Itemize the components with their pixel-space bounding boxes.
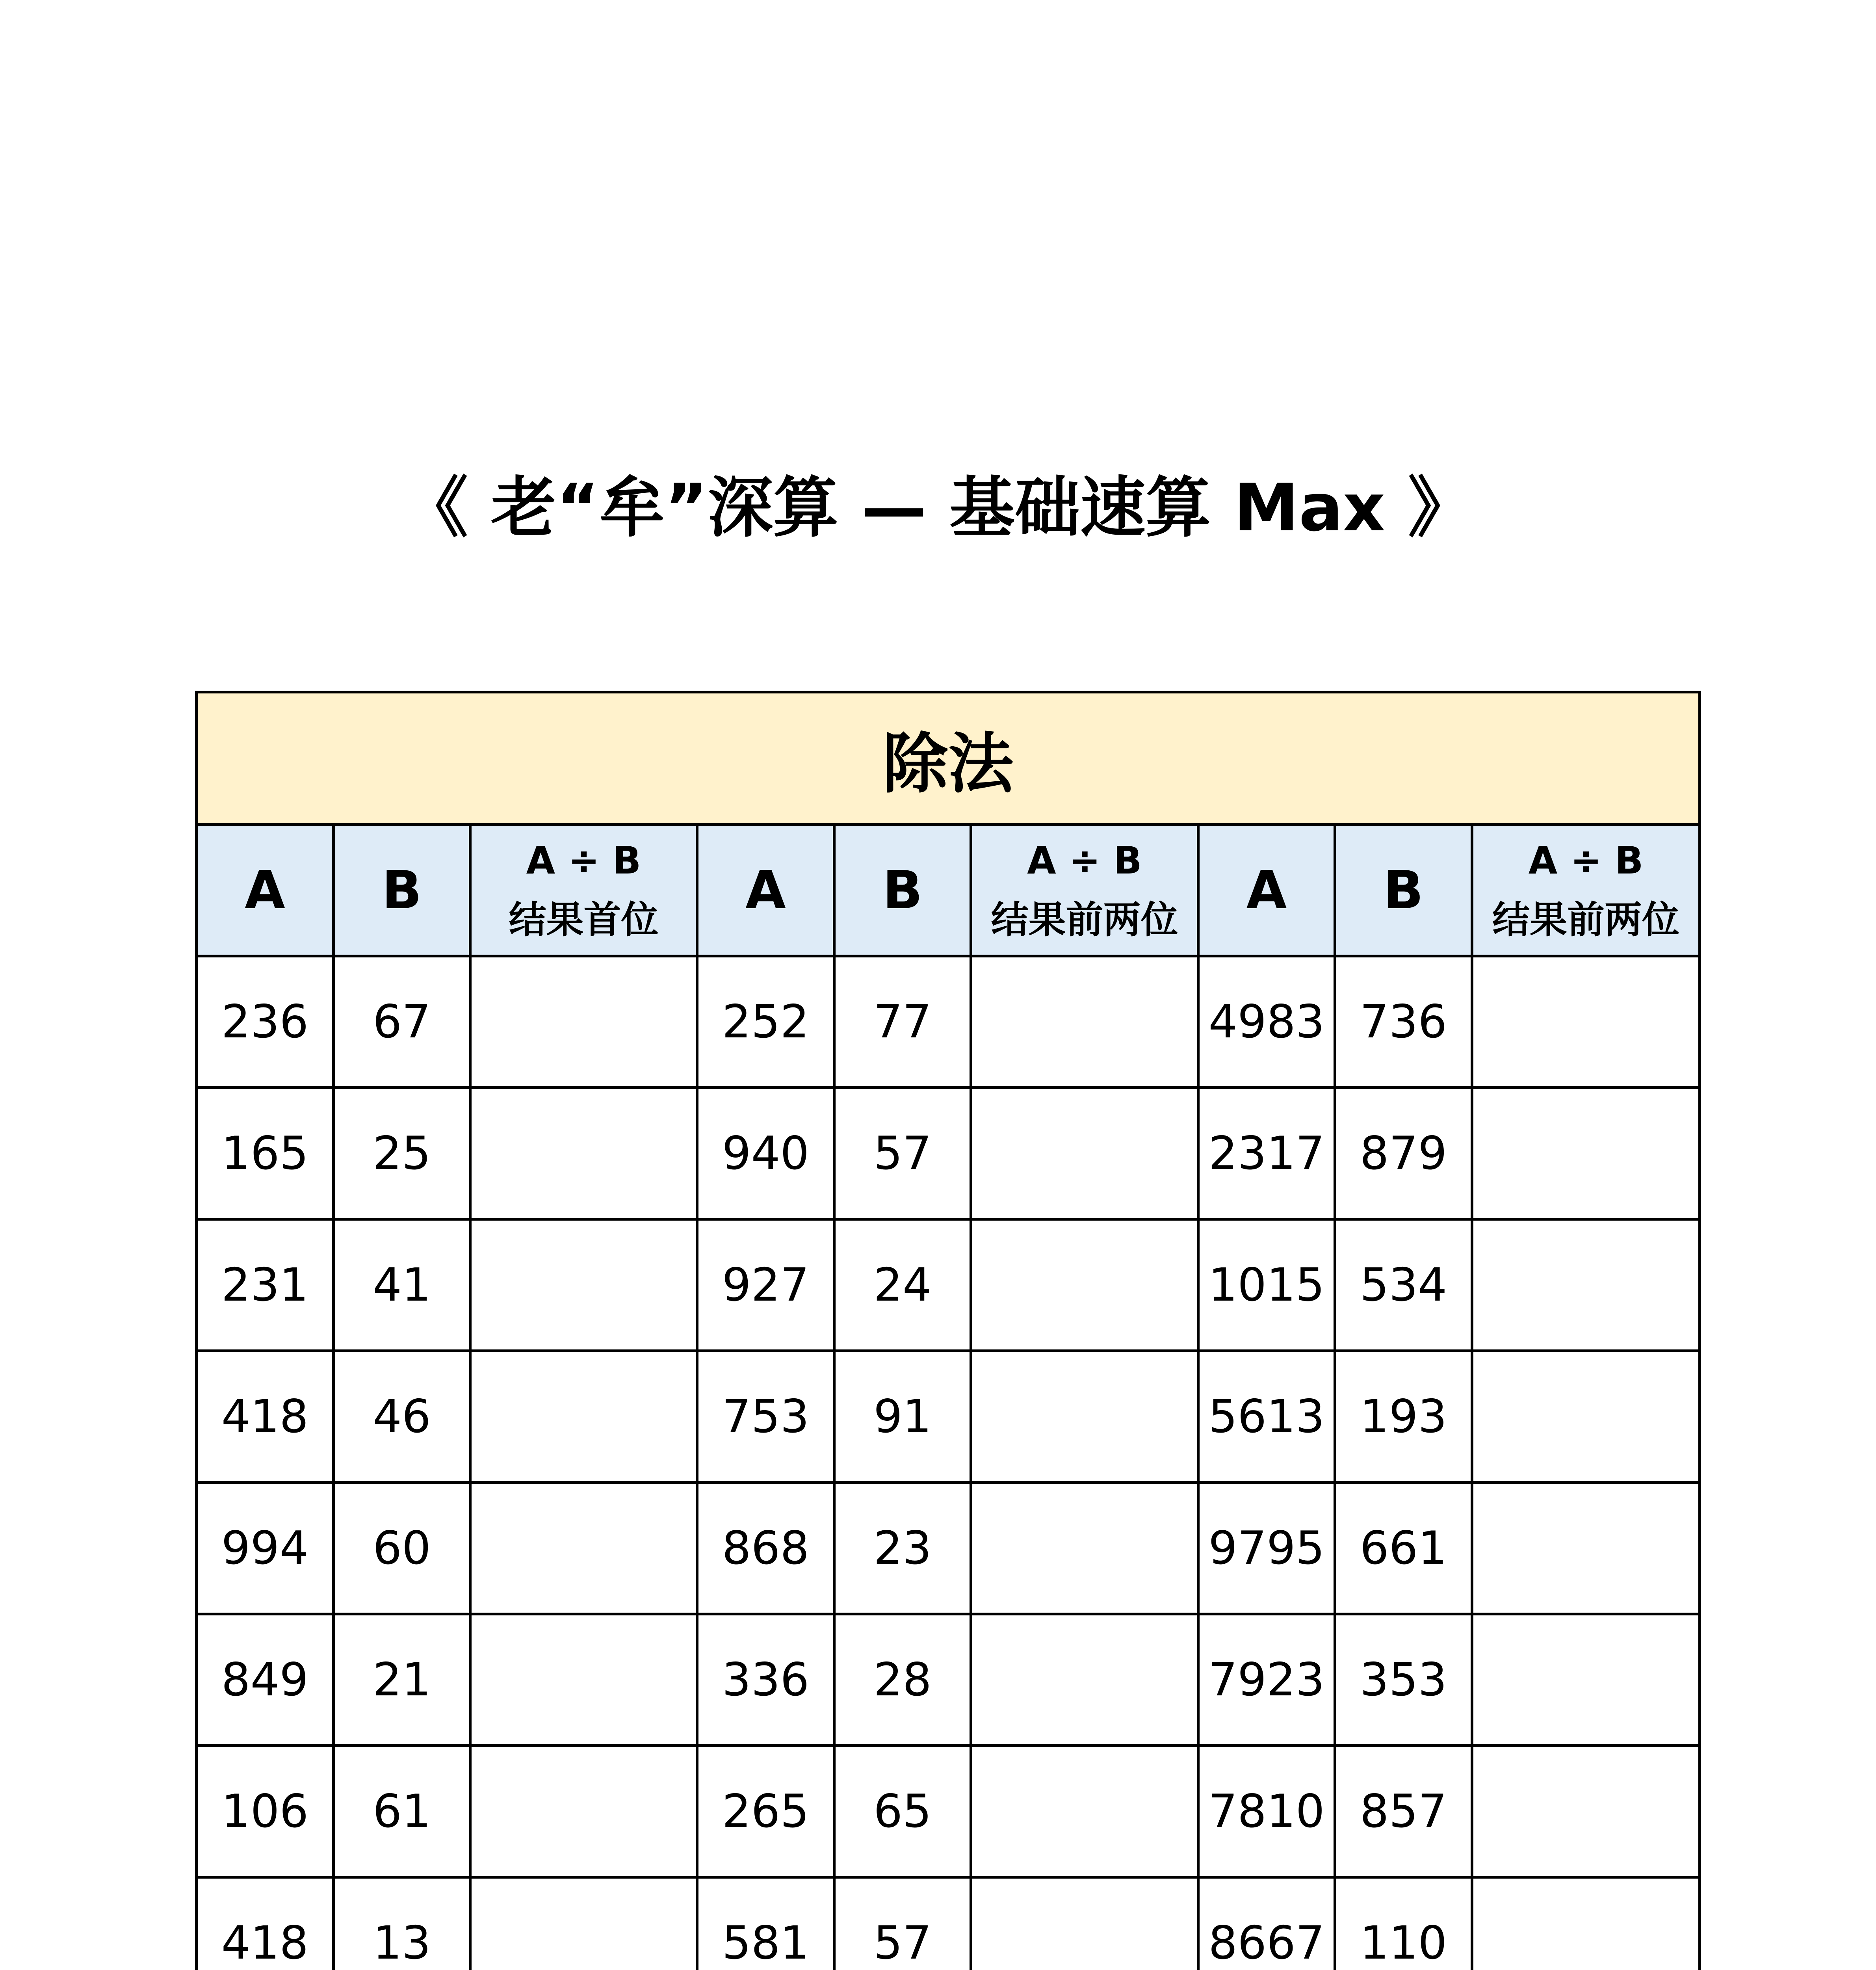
column-header-result [470, 825, 697, 956]
operand-b-cell: 879 [1335, 1088, 1472, 1219]
operand-b-cell: 41 [334, 1219, 470, 1351]
answer-cell[interactable] [971, 1351, 1198, 1483]
operand-a-cell: 165 [197, 1088, 334, 1219]
operand-a-cell: 418 [197, 1351, 334, 1483]
answer-cell[interactable] [470, 1351, 697, 1483]
answer-cell[interactable] [971, 1219, 1198, 1351]
answer-cell[interactable] [470, 1483, 697, 1614]
operand-b-cell: 65 [834, 1746, 971, 1877]
operand-a-cell: 7810 [1198, 1746, 1335, 1877]
operand-b-cell: 534 [1335, 1219, 1472, 1351]
answer-cell[interactable] [1472, 956, 1700, 1088]
operand-b-cell: 21 [334, 1614, 470, 1746]
answer-cell[interactable] [470, 1877, 697, 1970]
table-row [197, 1483, 1700, 1614]
operand-a-cell: 106 [197, 1746, 334, 1877]
operand-b-cell: 46 [334, 1351, 470, 1483]
operand-b-cell: 60 [334, 1483, 470, 1614]
operand-a-cell: 940 [697, 1088, 834, 1219]
operand-a-cell: 231 [197, 1219, 334, 1351]
column-header-a: A [697, 825, 834, 956]
operand-b-cell: 61 [334, 1746, 470, 1877]
operand-b-cell: 110 [1335, 1877, 1472, 1970]
answer-cell[interactable] [1472, 1088, 1700, 1219]
operand-a-cell: 581 [697, 1877, 834, 1970]
operand-b-cell: 353 [1335, 1614, 1472, 1746]
operand-a-cell: 9795 [1198, 1483, 1335, 1614]
operand-a-cell: 418 [197, 1877, 334, 1970]
answer-cell[interactable] [1472, 1877, 1700, 1970]
division-worksheet-table [195, 691, 1701, 1970]
section-title: 除法 [197, 692, 1700, 825]
column-header-b: B [834, 825, 971, 956]
answer-cell[interactable] [470, 1219, 697, 1351]
answer-cell[interactable] [470, 1746, 697, 1877]
column-header-result-formula: A ÷ B [1528, 839, 1644, 883]
answer-cell[interactable] [1472, 1483, 1700, 1614]
operand-a-cell: 252 [697, 956, 834, 1088]
answer-cell[interactable] [971, 1614, 1198, 1746]
operand-a-cell: 236 [197, 956, 334, 1088]
operand-a-cell: 2317 [1198, 1088, 1335, 1219]
answer-cell[interactable] [1472, 1746, 1700, 1877]
table-row [197, 1746, 1700, 1877]
column-header-b: B [334, 825, 470, 956]
operand-b-cell: 857 [1335, 1746, 1472, 1877]
operand-b-cell: 736 [1335, 956, 1472, 1088]
operand-a-cell: 336 [697, 1614, 834, 1746]
operand-a-cell: 994 [197, 1483, 334, 1614]
operand-b-cell: 67 [334, 956, 470, 1088]
answer-cell[interactable] [1472, 1351, 1700, 1483]
answer-cell[interactable] [1472, 1614, 1700, 1746]
answer-cell[interactable] [971, 1088, 1198, 1219]
operand-b-cell: 193 [1335, 1351, 1472, 1483]
operand-a-cell: 849 [197, 1614, 334, 1746]
operand-a-cell: 927 [697, 1219, 834, 1351]
answer-cell[interactable] [971, 1483, 1198, 1614]
operand-a-cell: 265 [697, 1746, 834, 1877]
column-header-result-caption: 结果前两位 [991, 898, 1178, 942]
operand-b-cell: 57 [834, 1877, 971, 1970]
column-header-result [1472, 825, 1700, 956]
operand-b-cell: 77 [834, 956, 971, 1088]
operand-b-cell: 91 [834, 1351, 971, 1483]
column-header-result-caption: 结果首位 [509, 898, 659, 942]
operand-b-cell: 57 [834, 1088, 971, 1219]
section-header-row [197, 692, 1700, 825]
table-row [197, 1351, 1700, 1483]
column-header-b: B [1335, 825, 1472, 956]
operand-a-cell: 4983 [1198, 956, 1335, 1088]
table-row [197, 956, 1700, 1088]
column-header-result-formula: A ÷ B [526, 839, 641, 883]
column-header-result [971, 825, 1198, 956]
operand-a-cell: 5613 [1198, 1351, 1335, 1483]
operand-a-cell: 1015 [1198, 1219, 1335, 1351]
answer-cell[interactable] [1472, 1219, 1700, 1351]
operand-a-cell: 7923 [1198, 1614, 1335, 1746]
answer-cell[interactable] [470, 1088, 697, 1219]
answer-cell[interactable] [971, 1877, 1198, 1970]
column-header-a: A [1198, 825, 1335, 956]
column-header-result-caption: 结果前两位 [1492, 898, 1680, 942]
answer-cell[interactable] [971, 1746, 1198, 1877]
operand-a-cell: 8667 [1198, 1877, 1335, 1970]
column-header-row [197, 825, 1700, 956]
table-row [197, 1614, 1700, 1746]
answer-cell[interactable] [470, 1614, 697, 1746]
table-row [197, 1219, 1700, 1351]
operand-b-cell: 661 [1335, 1483, 1472, 1614]
operand-b-cell: 28 [834, 1614, 971, 1746]
answer-cell[interactable] [470, 956, 697, 1088]
table-row [197, 1088, 1700, 1219]
column-header-result-formula: A ÷ B [1027, 839, 1142, 883]
answer-cell[interactable] [971, 956, 1198, 1088]
operand-a-cell: 868 [697, 1483, 834, 1614]
page-title: 《 老“牟”深算 — 基础速算 Max 》 [403, 470, 1473, 546]
operand-b-cell: 13 [334, 1877, 470, 1970]
column-header-a: A [197, 825, 334, 956]
operand-b-cell: 24 [834, 1219, 971, 1351]
table-row [197, 1877, 1700, 1970]
operand-a-cell: 753 [697, 1351, 834, 1483]
operand-b-cell: 23 [834, 1483, 971, 1614]
operand-b-cell: 25 [334, 1088, 470, 1219]
